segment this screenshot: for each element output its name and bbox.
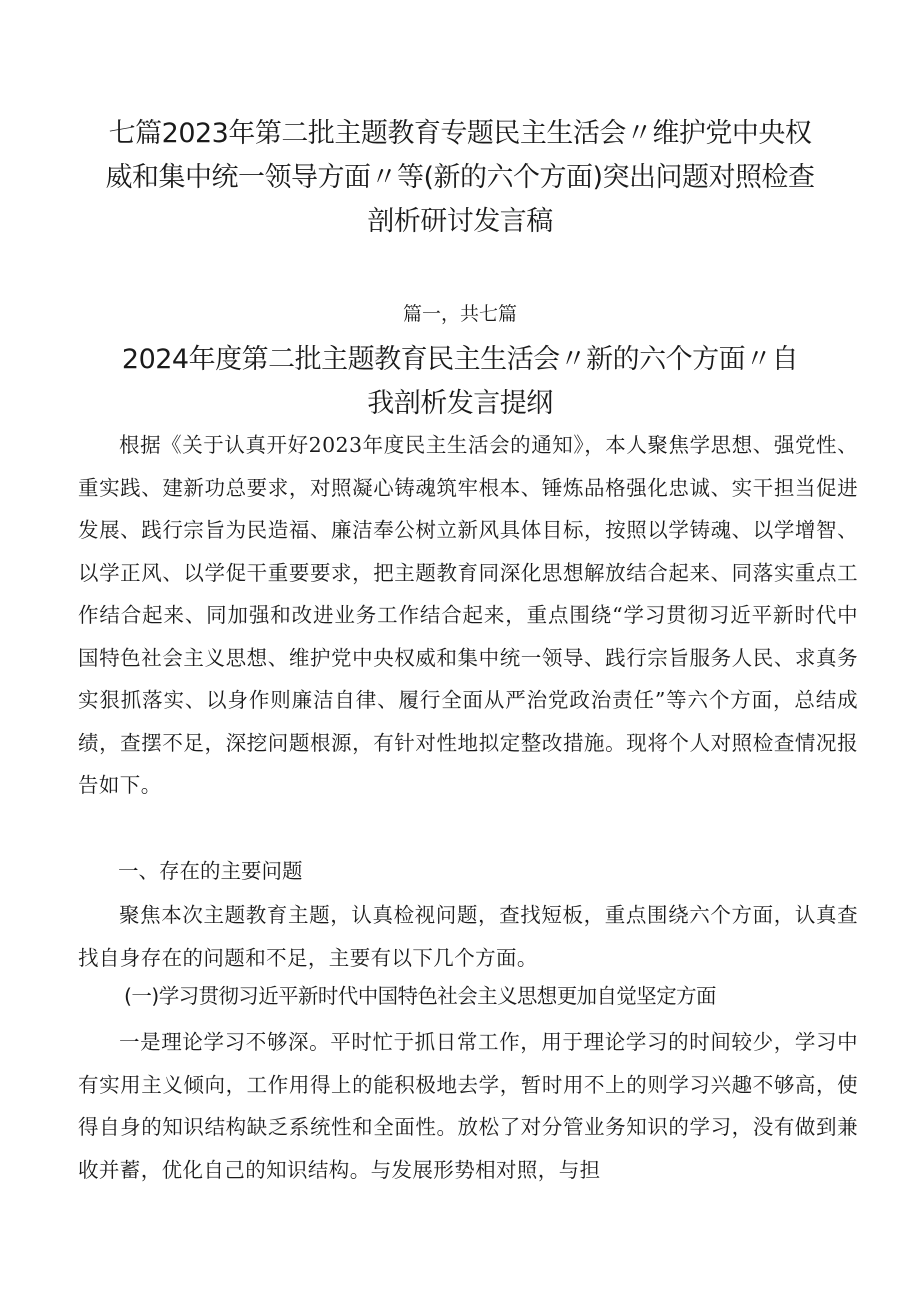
intro-paragraph: 根据《关于认真开好2023年度民主生活会的通知》，本人聚焦学思想、强党性、重实践、建新功总要求，对照凝心铸魂筑牢根本、锤炼品格强化忠诚、实干担当促进发展、践行宗旨为民造福、廉洁奉公树立新风具体目标，按照以学铸魂、以学增智、以学正风、以学促干重要要求，把主题教育同深化思想解放结合起来、同落实重点工作结合起来、同加强和改进业务工作结合起来，重点围绕“学习贯彻习近平新时代中国特色社会主义思想、维护党中央权威和集中统一领导、践行宗旨服务人民、求真务实狠抓落实、以身作则廉洁自律、履行全面从严治党政治责任”等六个方面，总结成绩，查摆不足，深挖问题根源，有针对性地拟定整改措施。现将个人对照检查情况报告如下。 — [78, 433, 858, 797]
document-subtitle: 2024年度第二批主题教育民主生活会〃新的六个方面〃自我剖析发言提纲 — [121, 344, 799, 419]
section-paragraph-main-problems: 聚焦本次主题教育主题，认真检视问题，查找短板，重点围绕六个方面，认真查找自身存在的问题和不足，主要有以下几个方面。 — [78, 903, 858, 970]
section-paragraph-study: 一是理论学习不够深。平时忙于抓日常工作，用于理论学习的时间较少，学习中有实用主义倾向，工作用得上的能积极地去学，暂时用不上的则学习兴趣不够高，使得自身的知识结构缺乏系统性和全面性。放松了对分管业务知识的学习，没有做到兼收并蓄，优化自己的知识结构。与发展形势相对照，与担 — [78, 1030, 858, 1182]
part-label: 篇一，共七篇 — [402, 303, 517, 325]
section-heading-main-problems: 一、存在的主要问题 — [118, 859, 303, 883]
section-heading-study: (一)学习贯彻习近平新时代中国特色社会主义思想更加自觉坚定方面 — [124, 984, 716, 1008]
document-title: 七篇2023年第二批主题教育专题民主生活会〃维护党中央权威和集中统一领导方面〃等(新的六个方面)突出问题对照检查剖析研讨发言稿 — [105, 118, 815, 237]
